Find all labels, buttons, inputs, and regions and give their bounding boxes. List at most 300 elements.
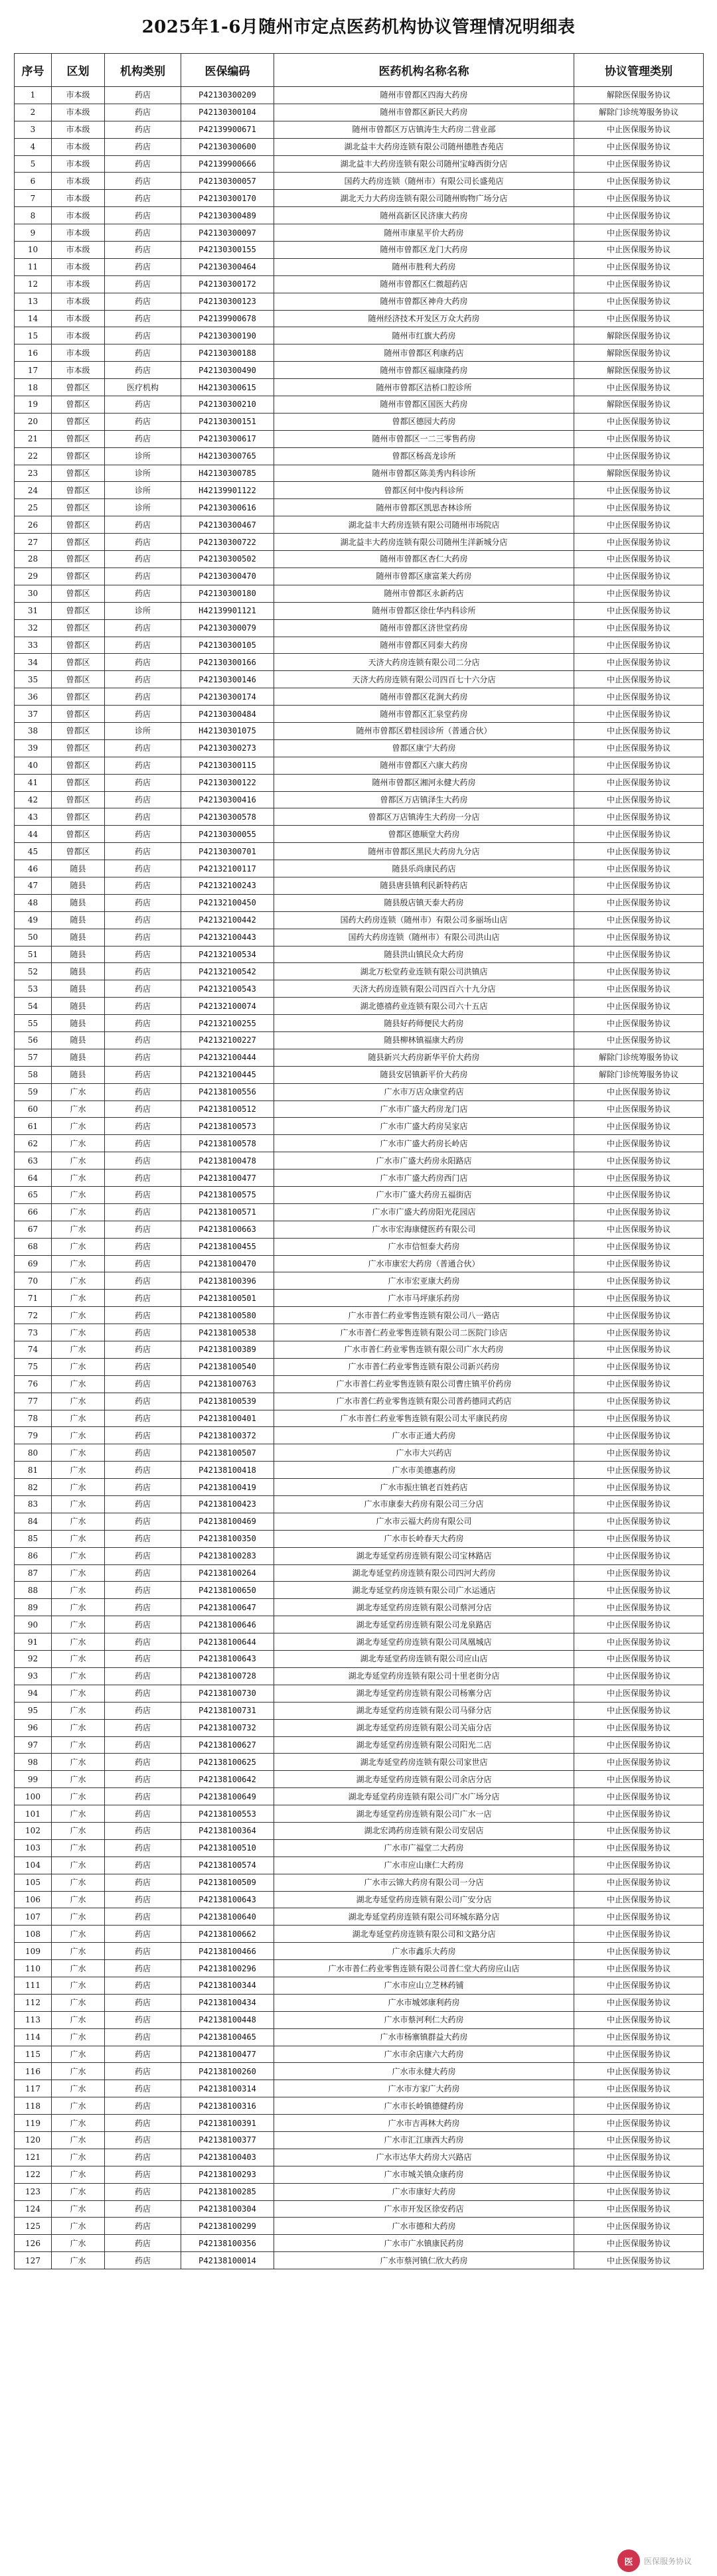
- cell-code: P42130300123: [181, 293, 274, 310]
- cell-index: 74: [15, 1341, 52, 1359]
- cell-index: 33: [15, 637, 52, 654]
- cell-code: P42138100556: [181, 1083, 274, 1100]
- table-row: [15, 2252, 704, 2269]
- cell-district: 广水: [52, 2097, 105, 2115]
- cell-district: 广水: [52, 1513, 105, 1530]
- table-row: [15, 1118, 704, 1135]
- cell-name: 湖北寿延堂药房连锁有限公司阳光二店: [274, 1736, 574, 1754]
- cell-category: 药店: [105, 808, 181, 826]
- cell-category: 药店: [105, 1203, 181, 1221]
- cell-agreement-type: 中止医保服务协议: [574, 224, 704, 242]
- cell-district: 广水: [52, 1100, 105, 1118]
- cell-category: 药店: [105, 637, 181, 654]
- cell-category: 药店: [105, 1496, 181, 1513]
- cell-name: 广水市蔡河镇仁欣大药房: [274, 2252, 574, 2269]
- table-row: [15, 843, 704, 860]
- cell-category: 药店: [105, 1083, 181, 1100]
- header-district: 区划: [52, 54, 105, 87]
- cell-district: 广水: [52, 1702, 105, 1719]
- cell-district: 广水: [52, 2063, 105, 2080]
- cell-code: P42138100391: [181, 2115, 274, 2132]
- cell-name: 随县好药师便民大药房: [274, 1015, 574, 1032]
- cell-index: 96: [15, 1719, 52, 1736]
- cell-index: 38: [15, 722, 52, 739]
- table-row: [15, 774, 704, 791]
- cell-code: P42138100014: [181, 2252, 274, 2269]
- table-row: [15, 826, 704, 843]
- cell-category: 药店: [105, 1822, 181, 1839]
- cell-index: 112: [15, 1994, 52, 2011]
- table-row: [15, 929, 704, 946]
- cell-index: 39: [15, 739, 52, 757]
- cell-name: 天济大药房连锁有限公司二分店: [274, 654, 574, 671]
- table-row: [15, 894, 704, 911]
- cell-code: P42132100534: [181, 946, 274, 963]
- cell-index: 23: [15, 465, 52, 482]
- cell-category: 药店: [105, 1633, 181, 1651]
- cell-category: 药店: [105, 1307, 181, 1324]
- cell-name: 随州市曾都区杏仁大药房: [274, 551, 574, 568]
- cell-agreement-type: 中止医保服务协议: [574, 1736, 704, 1754]
- table-row: [15, 1427, 704, 1444]
- cell-code: P42130300170: [181, 190, 274, 207]
- cell-category: 药店: [105, 1908, 181, 1926]
- cell-code: P42138100356: [181, 2235, 274, 2252]
- cell-agreement-type: 中止医保服务协议: [574, 447, 704, 465]
- table-row: [15, 2131, 704, 2149]
- cell-name: 随州市曾都区四海大药房: [274, 87, 574, 104]
- table-row: [15, 1719, 704, 1736]
- cell-district: 曾都区: [52, 843, 105, 860]
- cell-category: 药店: [105, 654, 181, 671]
- cell-agreement-type: 中止医保服务协议: [574, 310, 704, 327]
- table-row: [15, 1135, 704, 1152]
- cell-agreement-type: 中止医保服务协议: [574, 2097, 704, 2115]
- cell-index: 99: [15, 1771, 52, 1788]
- table-row: [15, 1015, 704, 1032]
- cell-district: 广水: [52, 2149, 105, 2166]
- cell-district: 广水: [52, 1324, 105, 1341]
- cell-index: 21: [15, 430, 52, 447]
- cell-category: 药店: [105, 275, 181, 293]
- cell-category: 药店: [105, 310, 181, 327]
- cell-agreement-type: 中止医保服务协议: [574, 275, 704, 293]
- cell-index: 90: [15, 1616, 52, 1633]
- cell-district: 市本级: [52, 155, 105, 173]
- cell-district: 市本级: [52, 104, 105, 121]
- cell-agreement-type: 中止医保服务协议: [574, 1805, 704, 1823]
- cell-name: 曾都区何中俊内科诊所: [274, 482, 574, 499]
- cell-category: 诊所: [105, 499, 181, 516]
- cell-category: 诊所: [105, 465, 181, 482]
- table-row: [15, 946, 704, 963]
- table-row: [15, 1994, 704, 2011]
- cell-code: P42138100646: [181, 1616, 274, 1633]
- table-row: [15, 1496, 704, 1513]
- cell-name: 广水市振庄镇老百姓药店: [274, 1479, 574, 1496]
- cell-index: 57: [15, 1049, 52, 1066]
- cell-code: P42130300617: [181, 430, 274, 447]
- cell-category: 药店: [105, 2200, 181, 2218]
- cell-name: 广水市达华大药房大兴路店: [274, 2149, 574, 2166]
- table-row: [15, 1547, 704, 1564]
- cell-category: 药店: [105, 1754, 181, 1771]
- cell-index: 113: [15, 2011, 52, 2028]
- cell-name: 随州市曾都区同泰大药房: [274, 637, 574, 654]
- cell-name: 湖北寿延堂药房连锁有限公司和文路分店: [274, 1926, 574, 1943]
- cell-code: P42132100227: [181, 1031, 274, 1049]
- cell-category: 药店: [105, 1943, 181, 1960]
- table-row: [15, 1754, 704, 1771]
- cell-agreement-type: 中止医保服务协议: [574, 258, 704, 275]
- cell-name: 广水市吉再林大药房: [274, 2115, 574, 2132]
- cell-agreement-type: 中止医保服务协议: [574, 1479, 704, 1496]
- header-category: 机构类别: [105, 54, 181, 87]
- cell-code: P42132100074: [181, 998, 274, 1015]
- cell-district: 广水: [52, 2218, 105, 2235]
- cell-agreement-type: 中止医保服务协议: [574, 1375, 704, 1393]
- table-row: [15, 1031, 704, 1049]
- cell-name: 湖北天力大药房连锁有限公司随州购物广场分店: [274, 190, 574, 207]
- cell-agreement-type: 中止医保服务协议: [574, 1083, 704, 1100]
- cell-name: 广水市广盛大药房阳光花园店: [274, 1203, 574, 1221]
- cell-code: P42138100539: [181, 1393, 274, 1410]
- cell-index: 47: [15, 877, 52, 894]
- cell-code: P42130300079: [181, 619, 274, 637]
- cell-code: P42130300190: [181, 327, 274, 344]
- cell-index: 127: [15, 2252, 52, 2269]
- cell-agreement-type: 中止医保服务协议: [574, 1702, 704, 1719]
- cell-code: P42138100507: [181, 1444, 274, 1462]
- cell-code: P42130300502: [181, 551, 274, 568]
- cell-code: P42138100418: [181, 1462, 274, 1479]
- cell-name: 广水市普仁药业零售连锁有限公司普药德同式药店: [274, 1393, 574, 1410]
- cell-category: 药店: [105, 293, 181, 310]
- cell-name: 广水市广水镇康民药房: [274, 2235, 574, 2252]
- cell-name: 随州市曾都区汇泉堂药房: [274, 706, 574, 723]
- cell-index: 109: [15, 1943, 52, 1960]
- table-row: [15, 1839, 704, 1856]
- cell-district: 广水: [52, 1822, 105, 1839]
- cell-district: 曾都区: [52, 602, 105, 619]
- cell-name: 广水市普仁药业零售连锁有限公司普仁堂大药房应山店: [274, 1960, 574, 1977]
- cell-agreement-type: 中止医保服务协议: [574, 413, 704, 430]
- cell-district: 广水: [52, 2183, 105, 2200]
- cell-name: 湖北寿延堂药房连锁有限公司广水运通店: [274, 1582, 574, 1599]
- cell-name: 广水市应山立芝林药铺: [274, 1977, 574, 1994]
- table-row: [15, 671, 704, 688]
- cell-category: 药店: [105, 1100, 181, 1118]
- table-row: [15, 551, 704, 568]
- cell-code: P42138100401: [181, 1410, 274, 1427]
- cell-district: 广水: [52, 1771, 105, 1788]
- cell-name: 国药大药房连锁（随州市）有限公司洪山店: [274, 929, 574, 946]
- cell-name: 曾都区康宁大药房: [274, 739, 574, 757]
- cell-name: 广水市长岭镇德健药房: [274, 2097, 574, 2115]
- table-row: [15, 1100, 704, 1118]
- cell-name: 随县唐县镇利民新特药店: [274, 877, 574, 894]
- cell-district: 广水: [52, 1272, 105, 1290]
- cell-index: 36: [15, 688, 52, 706]
- cell-agreement-type: 中止医保服务协议: [574, 757, 704, 774]
- cell-code: P42138100644: [181, 1633, 274, 1651]
- cell-agreement-type: 中止医保服务协议: [574, 860, 704, 877]
- cell-index: 86: [15, 1547, 52, 1564]
- cell-name: 湖北寿延堂药房连锁有限公司龙泉路店: [274, 1616, 574, 1633]
- cell-category: 药店: [105, 757, 181, 774]
- cell-district: 广水: [52, 1736, 105, 1754]
- table-row: [15, 791, 704, 808]
- cell-category: 药店: [105, 1135, 181, 1152]
- cell-code: P42138100477: [181, 1170, 274, 1187]
- cell-index: 51: [15, 946, 52, 963]
- cell-district: 曾都区: [52, 757, 105, 774]
- cell-agreement-type: 中止医保服务协议: [574, 1496, 704, 1513]
- table-row: [15, 379, 704, 396]
- cell-code: P42138100283: [181, 1547, 274, 1564]
- cell-district: 曾都区: [52, 516, 105, 534]
- cell-code: P42132100443: [181, 929, 274, 946]
- cell-agreement-type: 中止医保服务协议: [574, 1410, 704, 1427]
- cell-index: 14: [15, 310, 52, 327]
- cell-code: P42138100625: [181, 1754, 274, 1771]
- cell-name: 随州市红旗大药房: [274, 327, 574, 344]
- cell-district: 广水: [52, 1462, 105, 1479]
- cell-district: 广水: [52, 1479, 105, 1496]
- table-row: [15, 1083, 704, 1100]
- cell-category: 药店: [105, 1582, 181, 1599]
- cell-index: 91: [15, 1633, 52, 1651]
- cell-category: 药店: [105, 1393, 181, 1410]
- cell-agreement-type: 中止医保服务协议: [574, 706, 704, 723]
- table-row: [15, 1564, 704, 1582]
- table-row: [15, 482, 704, 499]
- cell-index: 1: [15, 87, 52, 104]
- cell-name: 湖北寿延堂药房连锁有限公司关庙分店: [274, 1719, 574, 1736]
- cell-category: 药店: [105, 1118, 181, 1135]
- cell-index: 77: [15, 1393, 52, 1410]
- cell-category: 药店: [105, 568, 181, 585]
- table-row: [15, 1874, 704, 1891]
- cell-category: 药店: [105, 1599, 181, 1616]
- cell-index: 15: [15, 327, 52, 344]
- table-row: [15, 1410, 704, 1427]
- cell-index: 8: [15, 207, 52, 224]
- cell-category: 药店: [105, 1719, 181, 1736]
- cell-category: 药店: [105, 362, 181, 379]
- table-row: [15, 1462, 704, 1479]
- table-row: [15, 1375, 704, 1393]
- cell-category: 药店: [105, 1187, 181, 1204]
- cell-index: 26: [15, 516, 52, 534]
- cell-index: 102: [15, 1822, 52, 1839]
- cell-district: 广水: [52, 1375, 105, 1393]
- cell-index: 30: [15, 585, 52, 602]
- cell-index: 122: [15, 2166, 52, 2183]
- cell-district: 广水: [52, 2046, 105, 2063]
- table-row: [15, 1170, 704, 1187]
- cell-agreement-type: 中止医保服务协议: [574, 1324, 704, 1341]
- cell-agreement-type: 中止医保服务协议: [574, 1238, 704, 1255]
- cell-category: 药店: [105, 2046, 181, 2063]
- cell-name: 随州市曾都区福康隆药房: [274, 362, 574, 379]
- cell-index: 108: [15, 1926, 52, 1943]
- cell-category: 药店: [105, 1839, 181, 1856]
- cell-name: 随州市曾都区六康大药房: [274, 757, 574, 774]
- cell-district: 随县: [52, 911, 105, 929]
- cell-district: 曾都区: [52, 739, 105, 757]
- table-row: [15, 2218, 704, 2235]
- cell-district: 广水: [52, 1170, 105, 1187]
- cell-agreement-type: 中止医保服务协议: [574, 1994, 704, 2011]
- cell-index: 70: [15, 1272, 52, 1290]
- table-row: [15, 1667, 704, 1685]
- cell-category: 药店: [105, 1547, 181, 1564]
- cell-agreement-type: 中止医保服务协议: [574, 998, 704, 1015]
- cell-index: 12: [15, 275, 52, 293]
- cell-name: 随县乐尚康民药店: [274, 860, 574, 877]
- cell-index: 72: [15, 1307, 52, 1324]
- cell-code: P42138100470: [181, 1255, 274, 1272]
- cell-district: 市本级: [52, 310, 105, 327]
- cell-category: 药店: [105, 534, 181, 551]
- cell-agreement-type: 中止医保服务协议: [574, 774, 704, 791]
- cell-category: 药店: [105, 860, 181, 877]
- cell-category: 药店: [105, 1375, 181, 1393]
- cell-index: 71: [15, 1290, 52, 1307]
- table-row: [15, 860, 704, 877]
- cell-index: 115: [15, 2046, 52, 2063]
- cell-code: P42132100543: [181, 980, 274, 998]
- cell-index: 114: [15, 2028, 52, 2046]
- cell-index: 40: [15, 757, 52, 774]
- cell-agreement-type: 解除医保服务协议: [574, 344, 704, 362]
- cell-code: P42138100264: [181, 1564, 274, 1582]
- cell-agreement-type: 中止医保服务协议: [574, 138, 704, 155]
- cell-code: P42138100647: [181, 1599, 274, 1616]
- cell-category: 药店: [105, 1685, 181, 1702]
- cell-code: P42138100571: [181, 1203, 274, 1221]
- cell-district: 广水: [52, 2115, 105, 2132]
- cell-index: 78: [15, 1410, 52, 1427]
- cell-name: 随州经济技术开发区万众大药房: [274, 310, 574, 327]
- cell-agreement-type: 中止医保服务协议: [574, 2235, 704, 2252]
- agreement-table: [14, 53, 704, 2269]
- cell-agreement-type: 中止医保服务协议: [574, 1170, 704, 1187]
- cell-district: 广水: [52, 2011, 105, 2028]
- cell-category: 药店: [105, 1427, 181, 1444]
- cell-code: P42130300467: [181, 516, 274, 534]
- table-body: [15, 87, 704, 2269]
- cell-code: P42130300055: [181, 826, 274, 843]
- table-row: [15, 1771, 704, 1788]
- cell-code: P42138100732: [181, 1719, 274, 1736]
- cell-agreement-type: 中止医保服务协议: [574, 1926, 704, 1943]
- cell-name: 广水市康好大药房: [274, 2183, 574, 2200]
- cell-agreement-type: 解除门诊统筹服务协议: [574, 1049, 704, 1066]
- cell-code: P42138100364: [181, 1822, 274, 1839]
- cell-code: H42139901122: [181, 482, 274, 499]
- cell-category: 药店: [105, 2252, 181, 2269]
- cell-index: 49: [15, 911, 52, 929]
- cell-category: 药店: [105, 1856, 181, 1874]
- table-row: [15, 1238, 704, 1255]
- table-row: [15, 963, 704, 980]
- cell-name: 广水市宏亚康大药房: [274, 1272, 574, 1290]
- table-row: [15, 2080, 704, 2097]
- cell-district: 市本级: [52, 258, 105, 275]
- cell-code: P42138100643: [181, 1891, 274, 1908]
- cell-agreement-type: 中止医保服务协议: [574, 2080, 704, 2097]
- cell-agreement-type: 解除医保服务协议: [574, 327, 704, 344]
- table-row: [15, 654, 704, 671]
- cell-agreement-type: 中止医保服务协议: [574, 1187, 704, 1204]
- table-row: [15, 465, 704, 482]
- cell-category: 药店: [105, 1272, 181, 1290]
- cell-code: P42130300489: [181, 207, 274, 224]
- cell-district: 广水: [52, 1582, 105, 1599]
- header-name: 医药机构名称名称: [274, 54, 574, 87]
- cell-code: P42138100501: [181, 1290, 274, 1307]
- cell-code: P42132100450: [181, 894, 274, 911]
- cell-district: 广水: [52, 1444, 105, 1462]
- cell-category: 药店: [105, 2218, 181, 2235]
- cell-district: 市本级: [52, 87, 105, 104]
- table-row: [15, 224, 704, 242]
- table-row: [15, 1152, 704, 1170]
- cell-agreement-type: 中止医保服务协议: [574, 929, 704, 946]
- cell-agreement-type: 中止医保服务协议: [574, 1341, 704, 1359]
- cell-index: 5: [15, 155, 52, 173]
- cell-name: 广水市汇江康西大药房: [274, 2131, 574, 2149]
- cell-district: 曾都区: [52, 413, 105, 430]
- cell-district: 随县: [52, 980, 105, 998]
- cell-agreement-type: 中止医保服务协议: [574, 911, 704, 929]
- cell-name: 湖北寿延堂药房连锁有限公司应山店: [274, 1651, 574, 1668]
- table-row: [15, 1856, 704, 1874]
- cell-district: 广水: [52, 1547, 105, 1564]
- header-index: 序号: [15, 54, 52, 87]
- cell-index: 104: [15, 1856, 52, 1874]
- cell-index: 11: [15, 258, 52, 275]
- table-row: [15, 207, 704, 224]
- cell-index: 41: [15, 774, 52, 791]
- cell-name: 广水市开发区徐安药店: [274, 2200, 574, 2218]
- cell-code: P42138100510: [181, 1839, 274, 1856]
- cell-code: P42138100627: [181, 1736, 274, 1754]
- cell-category: 药店: [105, 2028, 181, 2046]
- cell-district: 广水: [52, 1203, 105, 1221]
- cell-code: P42138100512: [181, 1100, 274, 1118]
- cell-index: 29: [15, 568, 52, 585]
- cell-agreement-type: 中止医保服务协议: [574, 1444, 704, 1462]
- cell-category: 诊所: [105, 482, 181, 499]
- cell-index: 18: [15, 379, 52, 396]
- cell-name: 湖北寿延堂药房连锁有限公司蔡河分店: [274, 1599, 574, 1616]
- cell-agreement-type: 中止医保服务协议: [574, 1633, 704, 1651]
- cell-code: P42130300151: [181, 413, 274, 430]
- cell-district: 广水: [52, 2235, 105, 2252]
- cell-category: 药店: [105, 1667, 181, 1685]
- cell-district: 广水: [52, 2131, 105, 2149]
- cell-index: 37: [15, 706, 52, 723]
- cell-code: P42138100575: [181, 1187, 274, 1204]
- cell-code: P42132100445: [181, 1066, 274, 1083]
- cell-district: 广水: [52, 1307, 105, 1324]
- cell-name: 随州市胜利大药房: [274, 258, 574, 275]
- cell-name: 广水市广福堂二大药房: [274, 1839, 574, 1856]
- cell-index: 82: [15, 1479, 52, 1496]
